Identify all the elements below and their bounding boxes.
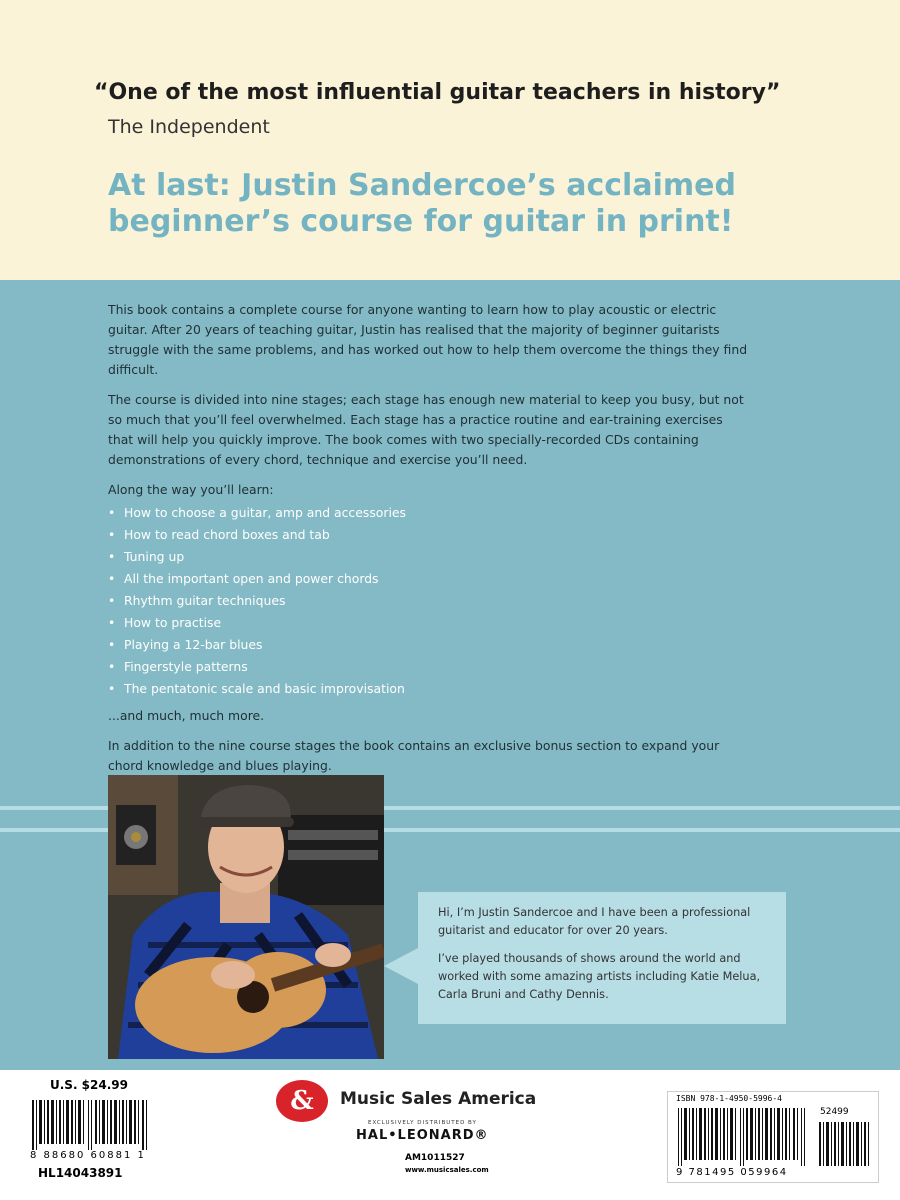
speech-career: I’ve played thousands of shows around the world and worked with some amazing artists including Katie Melua, Carla Bruni and Cathy Dennis.	[438, 952, 761, 1001]
hl-code: HL14043891	[38, 1166, 123, 1180]
list-item: • Rhythm guitar techniques	[108, 590, 748, 612]
upc-barcode	[30, 1100, 155, 1150]
quote-source: The Independent	[108, 116, 270, 138]
list-item: • How to read chord boxes and tab	[108, 524, 748, 546]
list-item: • The pentatonic scale and basic improvisation	[108, 678, 748, 700]
headline-line-2: beginner’s course for guitar in print!	[108, 204, 734, 239]
headline-line-1: At last: Justin Sandercoe’s acclaimed	[108, 168, 736, 203]
upc-number: 8 88680 60881 1	[30, 1150, 146, 1161]
list-item: • Playing a 12-bar blues	[108, 634, 748, 656]
author-photo	[108, 775, 384, 1059]
course-paragraph: The course is divided into nine stages; each stage has enough new material to keep you busy, but not so much that you’ll feel overwhelmed. Each stage has a practice routine and ear-training exercises that will help you quickly improve. The book comes with two specially-recorded CDs containing demonstrations of every chord, technique and exercise you’ll need.	[108, 392, 744, 467]
review-quote: “One of the most influential guitar teachers in history”	[94, 80, 781, 105]
website: www.musicsales.com	[405, 1166, 489, 1174]
isbn-number: 9 781495 059964	[676, 1167, 788, 1178]
headline	[108, 168, 736, 240]
much-more: ...and much, much more.	[108, 708, 265, 723]
speech-bubble-tail	[384, 948, 418, 984]
list-item: • Fingerstyle patterns	[108, 656, 748, 678]
list-item: • How to practise	[108, 612, 748, 634]
list-intro: Along the way you’ll learn:	[108, 482, 274, 497]
price-barcode	[818, 1122, 872, 1166]
list-item: • All the important open and power chords	[108, 568, 748, 590]
list-item: • How to choose a guitar, amp and accessories	[108, 502, 748, 524]
price-code: 52499	[820, 1107, 849, 1117]
distributed-by-label: EXCLUSIVELY DISTRIBUTED BY	[368, 1120, 477, 1126]
guitarist-illustration	[108, 775, 384, 1059]
hal-leonard-logo: HAL•LEONARD®	[356, 1128, 489, 1143]
isbn-barcode	[676, 1108, 816, 1166]
description	[108, 300, 748, 786]
publisher-name: Music Sales America	[340, 1089, 537, 1109]
price-label: U.S. $24.99	[50, 1078, 128, 1092]
speech-intro: Hi, I’m Justin Sandercoe and I have been a professional guitarist and educator for over 20 years.	[438, 906, 751, 937]
am-code: AM1011527	[405, 1153, 465, 1163]
speech-bubble	[418, 892, 786, 1024]
list-item: • Tuning up	[108, 546, 748, 568]
intro-paragraph: This book contains a complete course for anyone wanting to learn how to play acoustic or electric guitar. After 20 years of teaching guitar, Justin has realised that the majority of beginner guitarists struggle with the same problems, and has worked out how to help them overcome the things they find difficult.	[108, 302, 748, 377]
learning-list	[108, 502, 748, 700]
bonus-paragraph: In addition to the nine course stages the book contains an exclusive bonus section to expand your chord knowledge and blues playing.	[108, 738, 720, 773]
music-sales-logo: &	[276, 1080, 328, 1122]
isbn-label: ISBN 978-1-4950-5996-4	[676, 1094, 782, 1103]
